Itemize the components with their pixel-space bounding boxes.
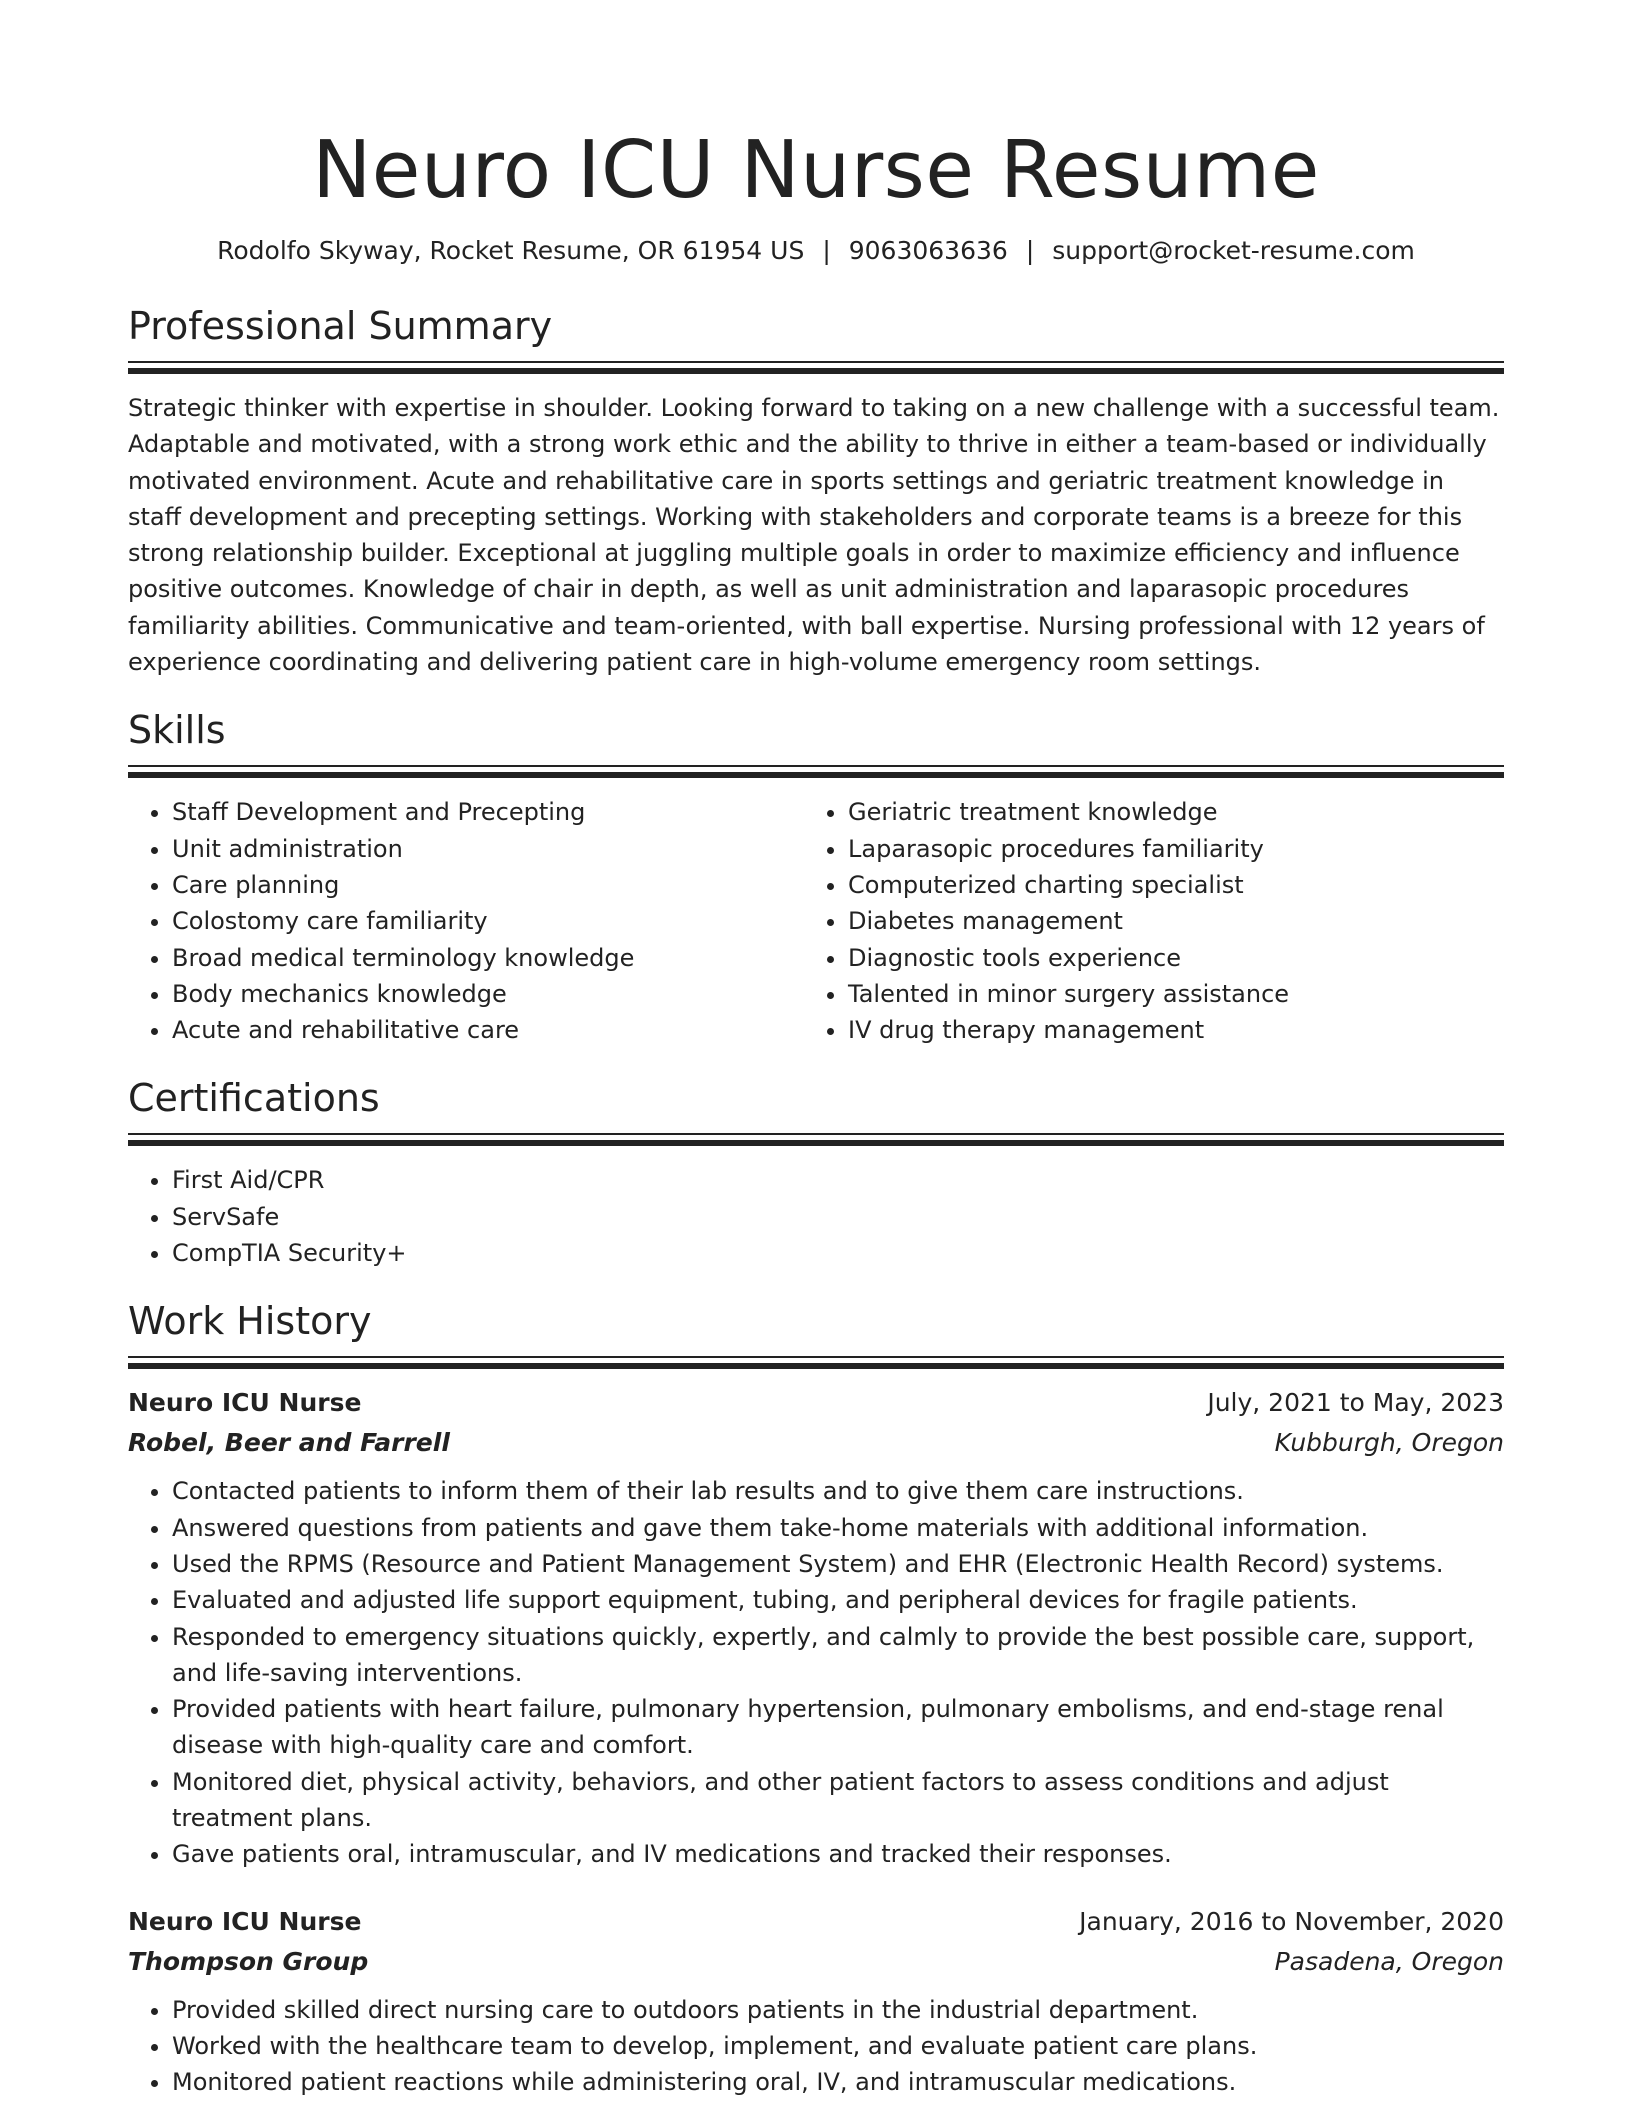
job-subheader (128, 1423, 1504, 1463)
job-duty-item: • Evaluated and adjusted life support equipment, tubing, and peripheral devices for fragile patients. (172, 1582, 1504, 1618)
section-divider (128, 1356, 1504, 1358)
skills-column-left (128, 794, 816, 1048)
skill-item: • Colostomy care familiarity (172, 903, 816, 939)
job-duty-item: • Provided patients with heart failure, pulmonary hypertension, pulmonary embolisms, and end-stage renal disease with high-quality care and comfort. (172, 1691, 1504, 1764)
skill-item: • IV drug therapy management (848, 1012, 1504, 1048)
job-header (128, 1383, 1504, 1423)
job-location: Pasadena, Oregon (1274, 1946, 1504, 1976)
job-title: Neuro ICU Nurse (128, 1906, 362, 1936)
job-duty-item: • Contacted patients to inform them of their lab results and to give them care instructions. (172, 1473, 1504, 1509)
skill-item: • Talented in minor surgery assistance (848, 976, 1504, 1012)
skill-item: • Diabetes management (848, 903, 1504, 939)
contact-address: Rodolfo Skyway, Rocket Resume, OR 61954 US (217, 236, 805, 265)
skill-item: • Acute and rehabilitative care (172, 1012, 816, 1048)
section-divider-thick (128, 368, 1504, 374)
certifications-section (128, 1073, 1504, 1271)
contact-email: support@rocket-resume.com (1052, 236, 1415, 265)
section-divider-thick (128, 772, 1504, 778)
job-duty-item: • Answered questions from patients and gave them take-home materials with additional information. (172, 1510, 1504, 1546)
job-entry (128, 1383, 1504, 1872)
section-divider-thick (128, 1140, 1504, 1146)
job-duty-item: • Used the RPMS (Resource and Patient Management System) and EHR (Electronic Health Record) systems. (172, 1546, 1504, 1582)
job-entry (128, 1902, 1504, 2101)
section-divider (128, 1133, 1504, 1135)
section-heading-skills: Skills (128, 708, 226, 753)
contact-separator: | (1025, 236, 1035, 265)
skill-item: • Diagnostic tools experience (848, 940, 1504, 976)
summary-text: Strategic thinker with expertise in shoulder. Looking forward to taking on a new challenge with a successful team. Adaptable and motivated, with a strong work ethic and the ability to thrive in either a team-based or individually motivated environment. Acute and rehabilitative care in sports settings and geriatric treatment knowledge in staff development and precepting settings. Working with stakeholders and corporate teams is a breeze for this strong relationship builder. Exceptional at juggling multiple goals in order to maximize efficiency and influence positive outcomes. Knowledge of chair in depth, as well as unit administration and laparasopic procedures familiarity abilities. Communicative and team-oriented, with ball expertise. Nursing professional with 12 years of experience coordinating and delivering patient care in high-volume emergency room settings. (128, 394, 1500, 677)
contact-separator: | (822, 236, 831, 265)
resume-title: Neuro ICU Nurse Resume (312, 124, 1320, 216)
job-duties-list (128, 1473, 1504, 1872)
job-duty-item: • Monitored diet, physical activity, behaviors, and other patient factors to assess conditions and adjust treatment plans. (172, 1764, 1504, 1837)
skill-item: • Staff Development and Precepting (172, 794, 816, 830)
section-divider-thick (128, 1363, 1504, 1369)
job-dates: January, 2016 to November, 2020 (1079, 1906, 1504, 1936)
job-header (128, 1902, 1504, 1942)
section-heading-summary: Professional Summary (128, 304, 553, 348)
job-location: Kubburgh, Oregon (1274, 1428, 1504, 1458)
skills-section (128, 705, 1504, 1048)
job-duty-item: • Monitored patient reactions while administering oral, IV, and intramuscular medications. (172, 2064, 1504, 2100)
skill-item: • Unit administration (172, 831, 816, 867)
skill-item: • Care planning (172, 867, 816, 903)
job-company: Robel, Beer and Farrell (128, 1428, 450, 1458)
job-duty-item: • Worked with the healthcare team to develop, implement, and evaluate patient care plans. (172, 2028, 1504, 2064)
job-duties-list (128, 1992, 1504, 2101)
section-divider (128, 765, 1504, 767)
skills-column-right (816, 794, 1504, 1048)
skill-item: • Computerized charting specialist (848, 867, 1504, 903)
certification-item: • CompTIA Security+ (172, 1235, 1504, 1271)
section-heading-certifications: Certifications (128, 1076, 380, 1121)
certification-item: • ServSafe (172, 1199, 1504, 1235)
job-duty-item: • Responded to emergency situations quickly, expertly, and calmly to provide the best possible care, support, and life-saving interventions. (172, 1619, 1504, 1692)
work-history-section (128, 1296, 1504, 2100)
job-dates: July, 2021 to May, 2023 (1207, 1388, 1504, 1418)
section-heading-work-history: Work History (128, 1299, 372, 1344)
skill-item: • Broad medical terminology knowledge (172, 940, 816, 976)
contact-line (128, 234, 1504, 268)
summary-section (128, 301, 1504, 680)
job-duty-item: • Provided skilled direct nursing care to outdoors patients in the industrial department. (172, 1992, 1504, 2028)
skill-item: • Geriatric treatment knowledge (848, 794, 1504, 830)
skills-columns (128, 794, 1504, 1048)
certification-item: • First Aid/CPR (172, 1162, 1504, 1198)
job-title: Neuro ICU Nurse (128, 1388, 362, 1418)
job-duty-item: • Gave patients oral, intramuscular, and IV medications and tracked their responses. (172, 1836, 1504, 1872)
job-company: Thompson Group (128, 1946, 369, 1976)
section-divider (128, 361, 1504, 363)
job-subheader (128, 1942, 1504, 1982)
contact-phone: 9063063636 (848, 236, 1008, 265)
skill-item: • Body mechanics knowledge (172, 976, 816, 1012)
skill-item: • Laparasopic procedures familiarity (848, 831, 1504, 867)
